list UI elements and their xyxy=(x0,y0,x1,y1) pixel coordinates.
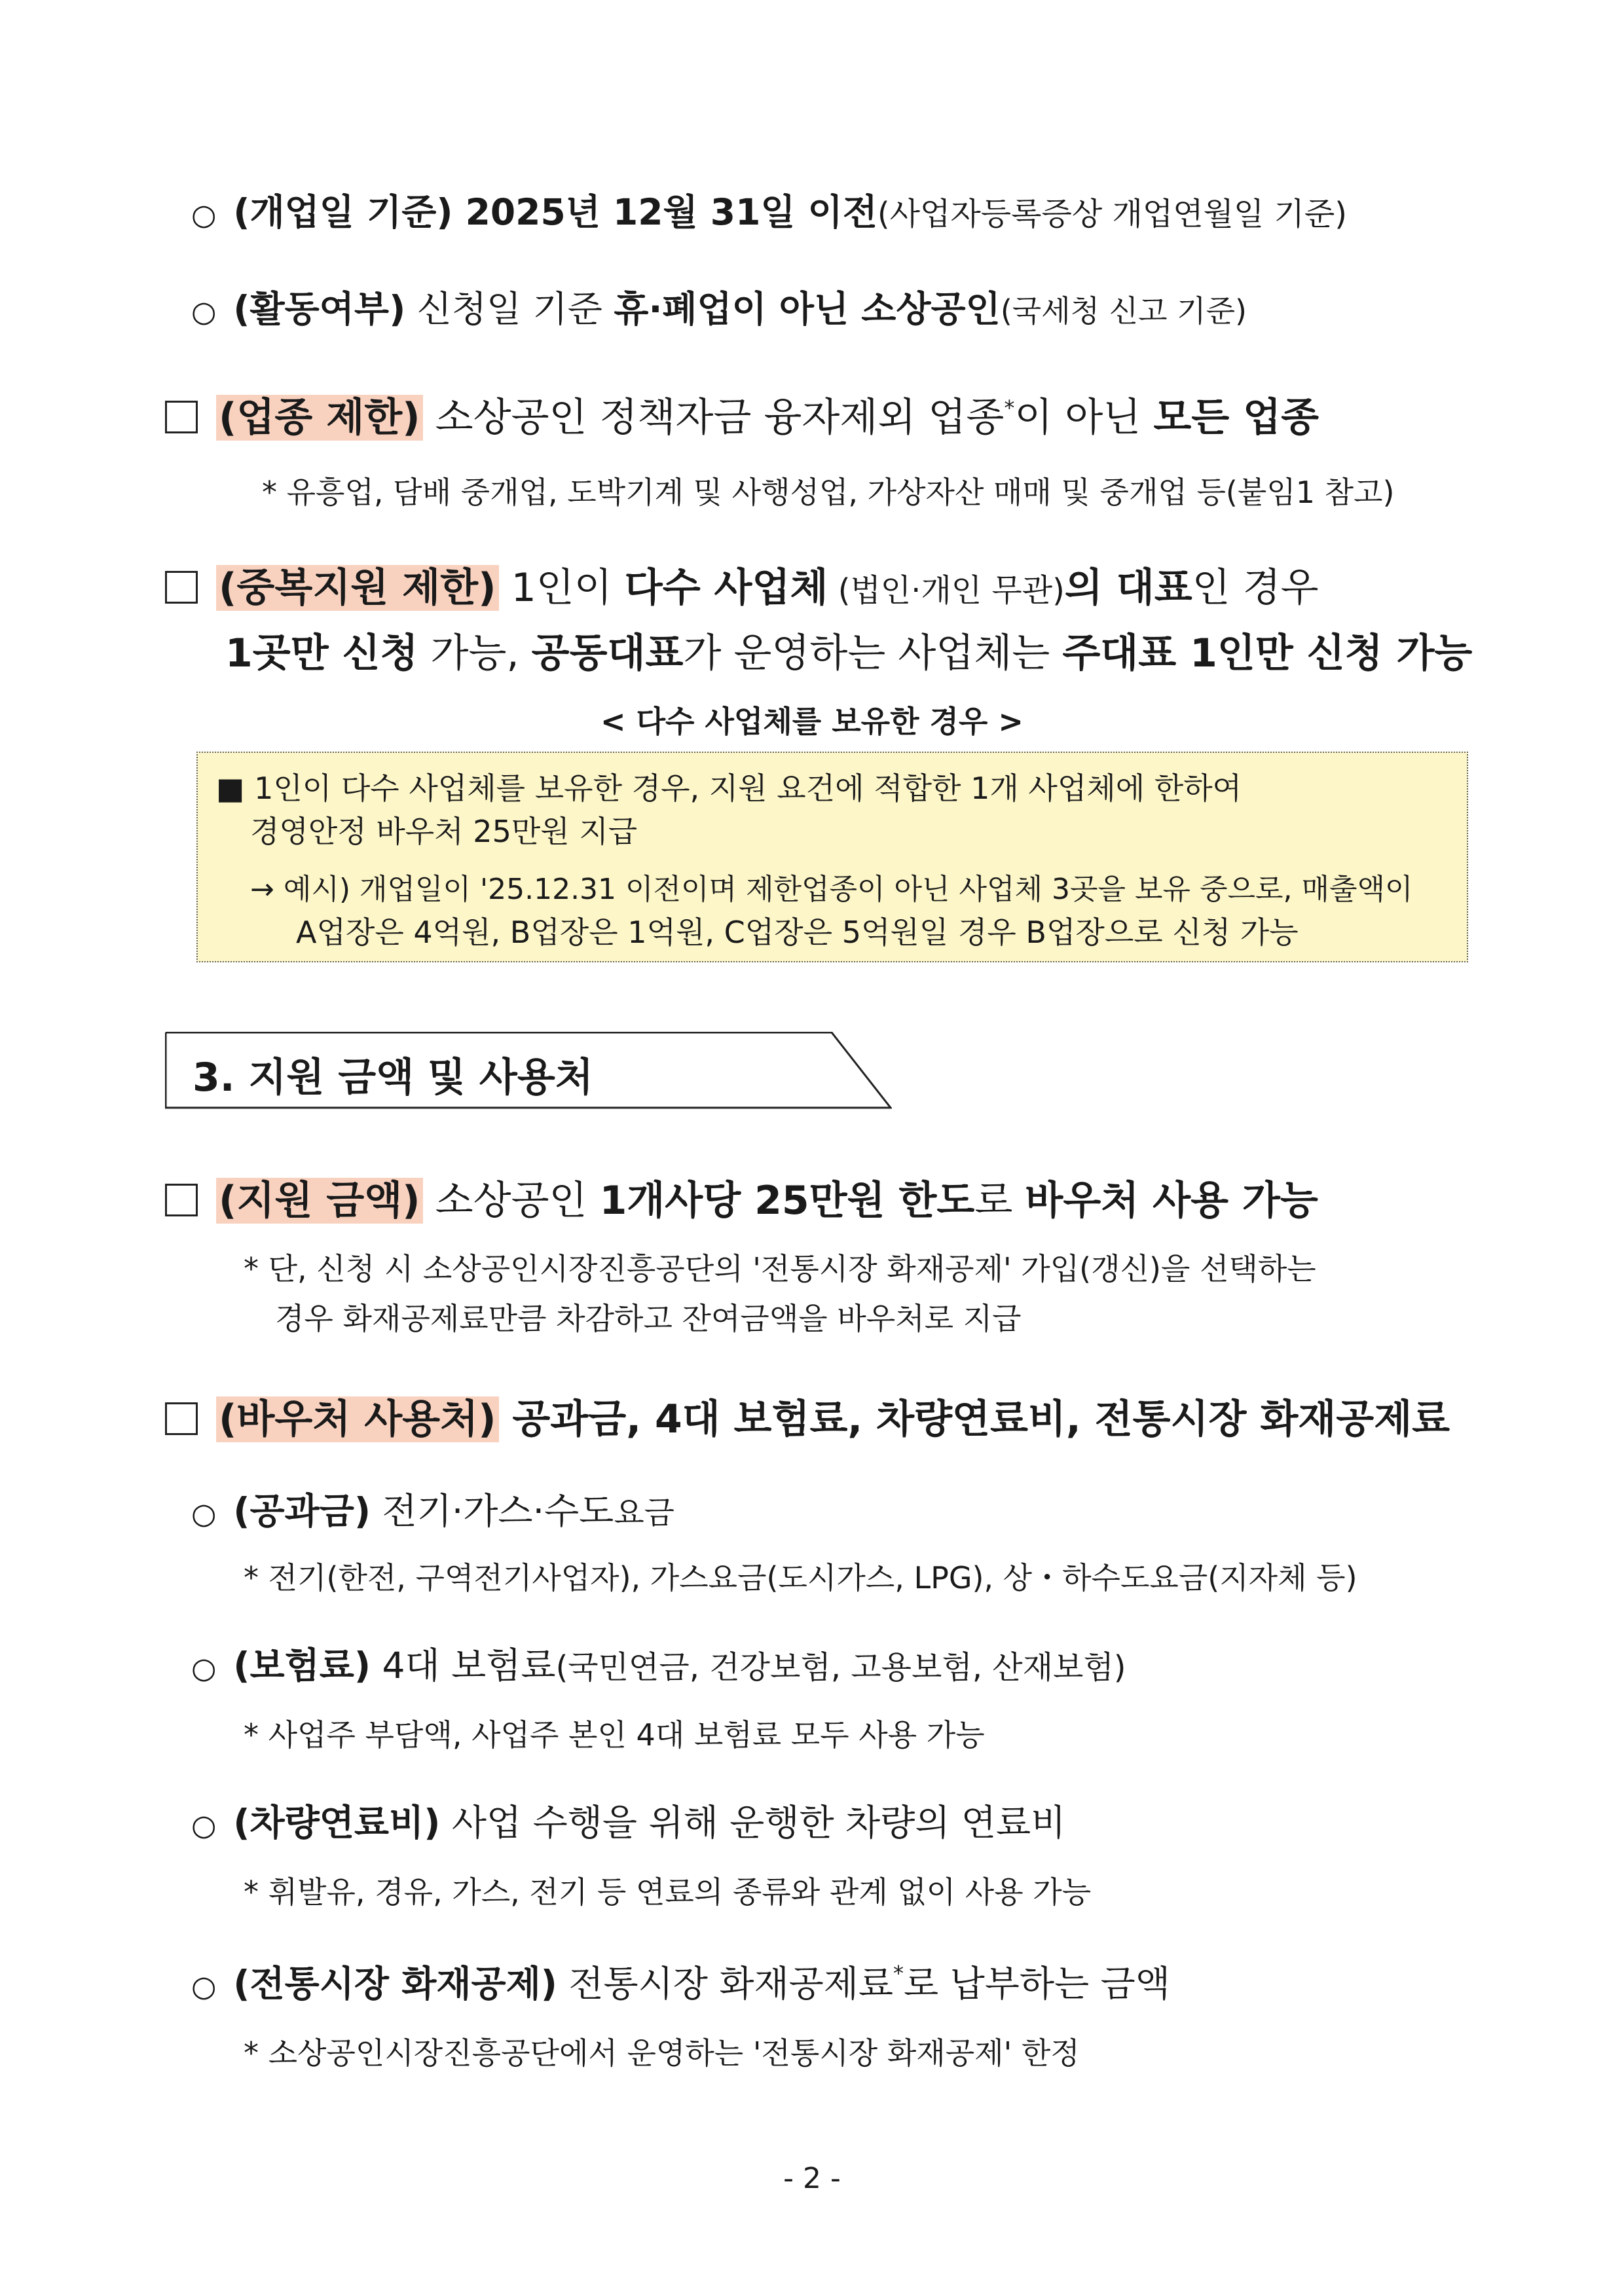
co-rep-text: 가 운영하는 사업체는 xyxy=(683,630,1063,676)
criteria-open-date xyxy=(191,183,1347,235)
industry-restriction xyxy=(165,386,1319,443)
label-insurance: (보험료) xyxy=(233,1645,371,1686)
co-rep: 공동대표 xyxy=(531,630,684,676)
amount-note-1: * 단, 신청 시 소상공인시장진흥공단의 '전통시장 화재공제' 가입(갱신)을 선택하는 xyxy=(244,1251,1316,1286)
fuel-text: 사업 수행을 위해 운행한 차량의 연료비 xyxy=(440,1802,1066,1844)
box-line-2: 경영안정 바우처 25만원 지급 xyxy=(250,814,638,849)
industry-note: * 유흥업, 담배 중개업, 도박기계 및 사행성업, 가상자산 매매 및 중개업 등(붙임1 참고) xyxy=(262,475,1395,510)
footnote-mark: * xyxy=(893,1961,904,1986)
main-rep-only: 주대표 1인만 신청 가능 xyxy=(1062,630,1473,676)
usage-list: 공과금, 4대 보험료, 차량연료비, 전통시장 화재공제료 xyxy=(498,1396,1450,1442)
open-date-basis: (사업자등록증상 개업연월일 기준) xyxy=(877,196,1348,232)
insurance-note: * 사업주 부담액, 사업주 본인 4대 보험료 모두 사용 가능 xyxy=(244,1717,985,1753)
label-open-date: (개업일 기준) xyxy=(233,191,453,233)
label-activity: (활동여부) xyxy=(233,288,406,330)
utility-bills xyxy=(191,1482,674,1534)
activity-bold: 휴·폐업이 아닌 소상공인 xyxy=(614,288,1001,330)
fire-text: 전통시장 화재공제료 xyxy=(557,1963,894,2005)
utility-text-2: 요금 xyxy=(614,1495,675,1531)
duplicate-text: 1인이 xyxy=(498,565,625,611)
box-line-3: → 예시) 개업일이 '25.12.31 이전이며 제한업종이 아닌 사업체 3곳을 보유 중으로, 매출액이 xyxy=(250,873,1413,906)
amount-bold: 1개사당 25만원 한도 xyxy=(599,1178,975,1224)
label-amount: (지원 금액) xyxy=(216,1178,423,1224)
amount-note-2: 경우 화재공제료만큼 차감하고 잔여금액을 바우처로 지급 xyxy=(275,1301,1022,1336)
duplicate-restriction-cont xyxy=(225,622,1472,678)
label-duplicate: (중복지원 제한) xyxy=(216,565,499,611)
fire-text-2: 로 납부하는 금액 xyxy=(904,1963,1170,2005)
circle-bullet: ○ xyxy=(191,198,217,232)
fire-note: * 소상공인시장진흥공단에서 운영하는 '전통시장 화재공제' 한정 xyxy=(244,2035,1080,2071)
label-industry: (업종 제한) xyxy=(216,395,423,441)
amount-text: 소상공인 xyxy=(422,1178,600,1224)
fuel-cost xyxy=(191,1794,1065,1846)
circle-bullet: ○ xyxy=(191,1497,217,1531)
criteria-activity xyxy=(191,280,1247,332)
insurance-text: 4대 보험료 xyxy=(371,1645,556,1686)
circle-bullet: ○ xyxy=(191,1809,217,1842)
utility-note: * 전기(한전, 구역전기사업자), 가스요금(도시가스, LPG), 상・하수도요금(지자체 등) xyxy=(244,1560,1357,1595)
circle-bullet: ○ xyxy=(191,295,217,329)
section-heading: 3. 지원 금액 및 사용처 xyxy=(193,1055,593,1101)
box-line-1: ■ 1인이 다수 사업체를 보유한 경우, 지원 요건에 적합한 1개 사업체에 한하여 xyxy=(216,771,1242,806)
label-fuel: (차량연료비) xyxy=(233,1802,441,1844)
activity-text: 신청일 기준 xyxy=(405,288,614,330)
duplicate-rep: 의 대표 xyxy=(1064,565,1192,611)
duplicate-bold: 다수 사업체 xyxy=(624,565,828,611)
checkbox-square-icon xyxy=(165,401,198,433)
one-only: 1곳만 신청 xyxy=(225,630,418,676)
checkbox-square-icon xyxy=(165,571,198,604)
checkbox-square-icon xyxy=(165,1184,198,1216)
fire-insurance xyxy=(191,1955,1170,2007)
box-title: < 다수 사업체를 보유한 경우 > xyxy=(600,704,1024,739)
open-date-value: 2025년 12월 31일 이전 xyxy=(452,191,877,233)
amount-text-2: 로 xyxy=(974,1178,1025,1224)
duplicate-paren: (법인·개인 무관) xyxy=(828,572,1065,609)
duplicate-case: 인 경우 xyxy=(1192,565,1319,611)
footnote-mark: * xyxy=(1004,395,1015,420)
example-box xyxy=(196,752,1468,962)
circle-bullet: ○ xyxy=(191,1652,217,1685)
voucher-usage xyxy=(165,1388,1450,1444)
label-fire: (전통시장 화재공제) xyxy=(233,1963,557,2005)
page-number: - 2 - xyxy=(783,2162,841,2195)
section-title xyxy=(165,1032,892,1109)
industry-bold: 모든 업종 xyxy=(1153,395,1320,441)
fuel-note: * 휘발유, 경유, 가스, 전기 등 연료의 종류와 관계 없이 사용 가능 xyxy=(244,1874,1092,1910)
possible-text: 가능, xyxy=(418,630,532,676)
utility-text: 전기·가스·수도 xyxy=(371,1490,614,1532)
insurance-list: (국민연금, 건강보험, 고용보험, 산재보험) xyxy=(555,1649,1126,1686)
checkbox-square-icon xyxy=(165,1402,198,1435)
industry-text: 소상공인 정책자금 융자제외 업종 xyxy=(422,395,1005,441)
activity-basis: (국세청 신고 기준) xyxy=(1000,293,1247,329)
label-utility: (공과금) xyxy=(233,1490,371,1532)
support-amount xyxy=(165,1169,1318,1226)
label-usage: (바우처 사용처) xyxy=(216,1396,499,1442)
box-line-4: A업장은 4억원, B업장은 1억원, C업장은 5억원일 경우 B업장으로 신청 가능 xyxy=(296,915,1299,950)
industry-text-2: 이 아닌 xyxy=(1014,395,1154,441)
duplicate-restriction xyxy=(165,556,1319,613)
circle-bullet: ○ xyxy=(191,1970,217,2003)
amount-bold-2: 바우처 사용 가능 xyxy=(1025,1178,1318,1224)
insurance xyxy=(191,1637,1126,1688)
